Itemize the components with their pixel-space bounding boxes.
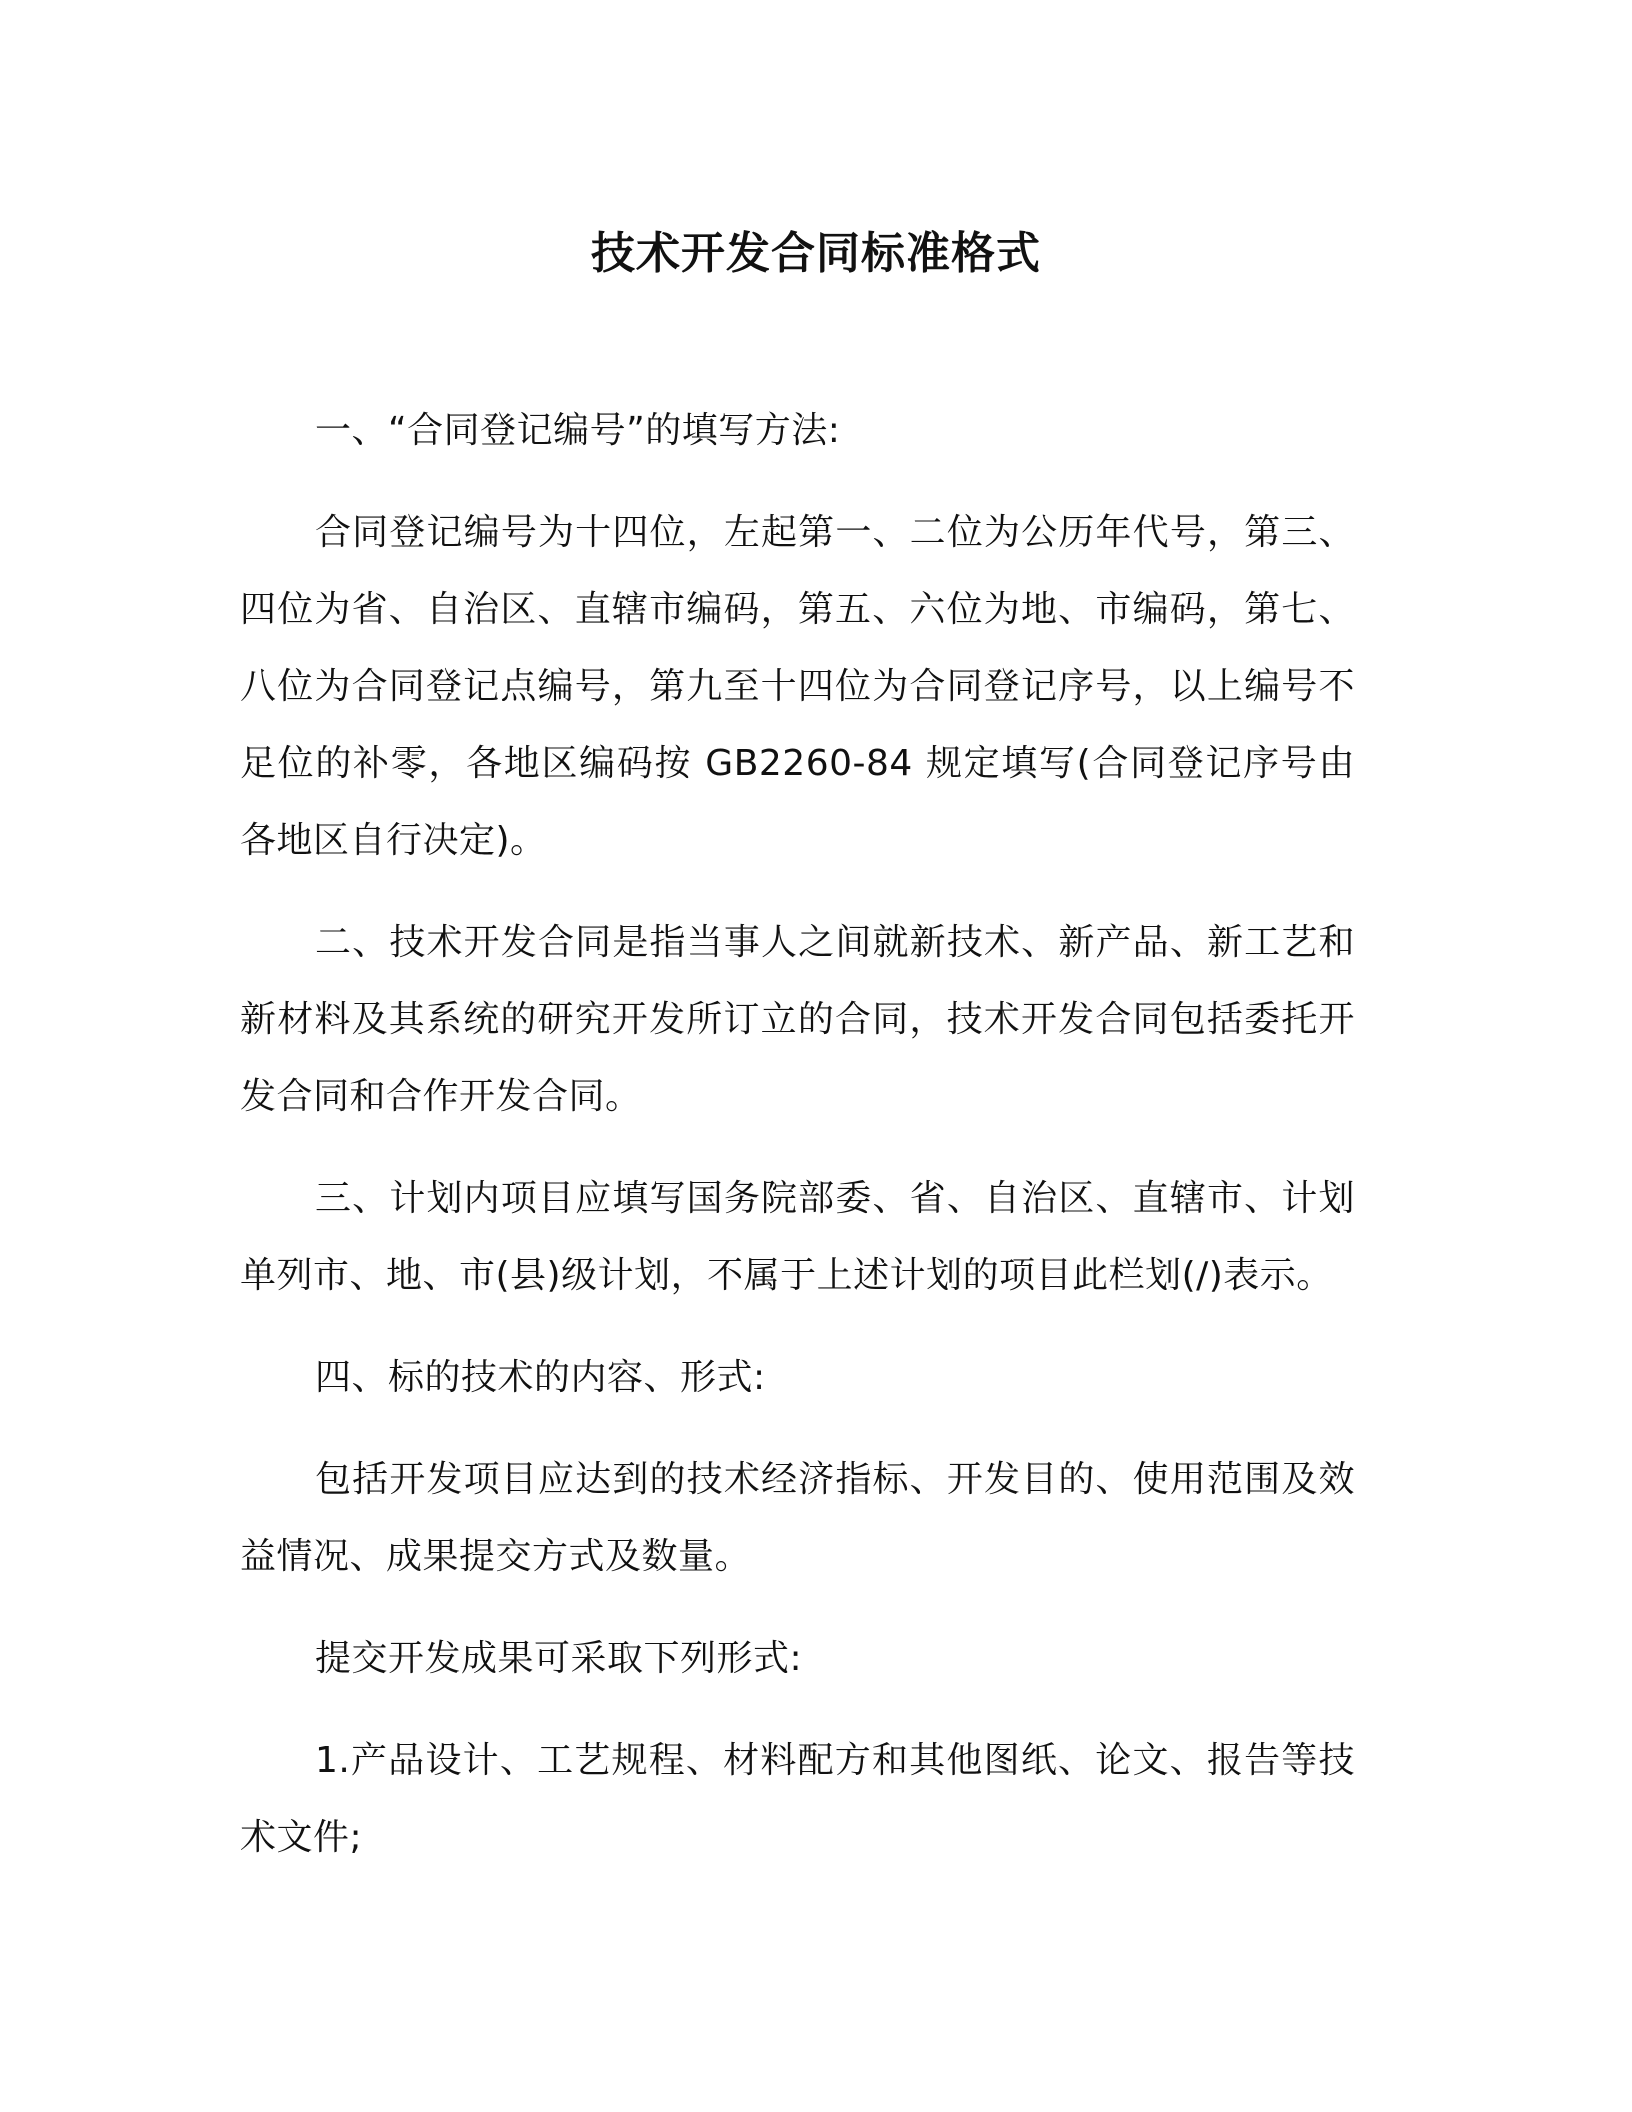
deliverable-forms-intro: 提交开发成果可采取下列形式: [315, 1638, 803, 1679]
section-4-body: 包括开发项目应达到的技术经济指标、开发目的、使用范围及效益情况、成果提交方式及数量。 [240, 1459, 1355, 1577]
section-3-body: 三、计划内项目应填写国务院部委、省、自治区、直辖市、计划单列市、地、市(县)级计划，不属于上述计划的项目此栏划(/)表示。 [240, 1178, 1355, 1296]
section-1-body: 合同登记编号为十四位，左起第一、二位为公历年代号，第三、四位为省、自治区、直辖市编码，第五、六位为地、市编码，第七、八位为合同登记点编号，第九至十四位为合同登记序号，以上编号不足位的补零，各地区编码按 GB2260-84 规定填写(合同登记序号由各地区自行决定)。 [240, 512, 1355, 861]
document-body [240, 392, 1355, 1901]
section-2-body: 二、技术开发合同是指当事人之间就新技术、新产品、新工艺和新材料及其系统的研究开发所订立的合同，技术开发合同包括委托开发合同和合作开发合同。 [240, 922, 1355, 1117]
section-1-heading: 一、“合同登记编号”的填写方法: [315, 410, 841, 451]
deliverable-form-item-1: 1.产品设计、工艺规程、材料配方和其他图纸、论文、报告等技术文件; [240, 1740, 1355, 1858]
document-title: 技术开发合同标准格式 [591, 228, 1041, 279]
section-4-heading: 四、标的技术的内容、形式: [315, 1357, 766, 1398]
